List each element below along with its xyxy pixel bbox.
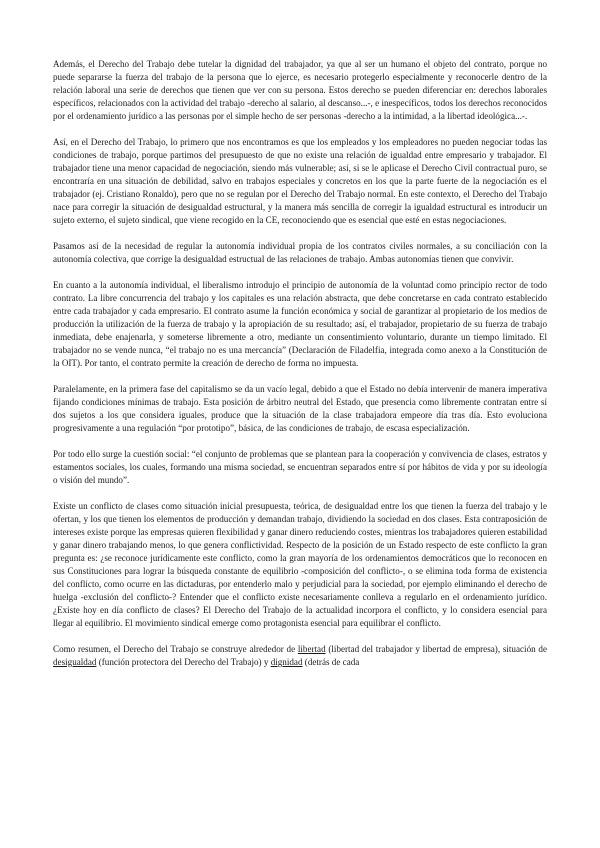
paragraph-autonomias: Pasamos así de la necesidad de regular la autonomía individual propia de los contratos civiles normales, a su conciliación con la autonomía colectiva, que corrige la desigualdad estructual de las relaciones de trabajo. Ambas autonomías tienen que convivir. <box>53 241 547 264</box>
summary-term-desigualdad: desigualdad <box>53 657 97 667</box>
paragraph-autonomia-individual: En cuanto a la autonomía individual, el liberalismo introdujo el principio de autonomía de la voluntad como principio rector de todo contrato. La libre concurrencia del trabajo y los capitales es una relación abstracta, que debe concretarse en cada contrato establecido entre cada trabajador y cada empresario. El contrato asume la función económica y social de garantizar al propietario de los medios de producción la utilización de la fuerza de trabajo y la apropiación de su resultado; así, el trabajador, propietario de su fuerza de trabajo inmediata, debe enajenarla, y someterse libremente a otro, mediante un consentimiento voluntario, durante un tiempo limitado. El trabajador no se vende nunca, “el trabajo no es una mercancía” (Declaración de Filadelfia, integrada como anexo a la Constitución de la OIT). Por tanto, el contrato permite la creación de derecho de forma no impuesta. <box>53 280 547 368</box>
paragraph-cuestion-social: Por todo ello surge la cuestión social: “el conjunto de problemas que se plantean para la cooperación y convivencia de clases, estratos y estamentos sociales, los cuales, formando una misma sociedad, se encuentran separados entre sí por hábitos de vida y por su ideología o visión del mundo”. <box>53 449 547 485</box>
summary-term-libertad: libertad <box>297 644 326 654</box>
summary-term-dignidad: dignidad <box>270 657 303 667</box>
document-page <box>53 58 547 669</box>
paragraph-conflicto-clases: Existe un conflicto de clases como situación inicial presupuesta, teórica, de desigualdad entre los que tienen la fuerza del trabajo y le ofertan, y los que tienen los elementos de producción y demandan trabajo, dividiendo la sociedad en dos clases. Esta contraposición de intereses existe porque las empresas quieren flexibilidad y ganar dinero reduciendo costes, mientras los trabajadores quieren estabilidad y ganar dinero trabajando menos, lo que genera conflictividad. Respecto de la posición de un Estado respecto de este conflicto la gran pregunta es: ¿se reconoce jurídicamente este conflicto, como la gran mayoría de los ordenamientos democráticos que lo reconocen en sus Constituciones para lograr la búsqueda constante de equilibrio -composición del conflicto-, o se elimina toda forma de existencia del conflicto, como ocurre en las dictaduras, por entenderlo malo y perjudicial para la sociedad, por ejemplo eliminando el derecho de huelga -exclusión del conflicto-? Entender que el conflicto existe necesariamente conlleva a regularlo en el ordenamiento jurídico. ¿Existe hoy en día conflicto de clases? El Derecho del Trabajo de la actualidad incorpora el conflicto, y lo considera esencial para llegar al equilibrio. El movimiento sindical emerge como protagonista esencial para equilibrar el conflicto. <box>53 501 547 628</box>
summary-after-desigualdad: (función protectora del Derecho del Trabajo) y <box>96 657 271 667</box>
summary-after-dignidad: (detrás de cada <box>302 657 360 667</box>
paragraph-resumen <box>53 643 547 669</box>
paragraph-negociacion: Así, en el Derecho del Trabajo, lo primero que nos encontramos es que los empleados y los empleadores no pueden negociar todas las condiciones de trabajo, porque partimos del presupuesto de que no existe una relación de igualdad entre empresario y trabajador. El trabajador tiene una menor capacidad de negociación, siendo más vulnerable; así, si se le aplicase el Derecho Civil contractual puro, se encontraría en una situación de debilidad, salvo en trabajos especiales y concretos en los que la parte fuerte de la negociación es el trabajador (ej. Cristiano Ronaldo), pero que no se regulan por el Derecho del Trabajo normal. En este contexto, el Derecho del Trabajo nace para corregir la situación de desigualdad estructural, y la manera más sencilla de corregir la igualdad estructural es introducir un sujeto externo, el sujeto sindical, que viene recogido en la CE, reconociendo que es esencial que esté en estas negociaciones. <box>53 137 547 225</box>
paragraph-dignidad: Además, el Derecho del Trabajo debe tutelar la dignidad del trabajador, ya que al ser un humano el objeto del contrato, porque no puede separarse la fuerza del trabajo de la persona que lo ejerce, es necesario protegerlo especialmente y reconocerle dentro de la relación laboral una serie de derechos que tienen que ver con su persona. Estos derecho se pueden diferenciar en: derechos laborales específicos, relacionados con la actividad del trabajo -derecho al salario, al descanso...-, e inespecíficos, todos los derechos reconocidos por el ordenamiento jurídico a las personas por el simple hecho de ser personas -derecho a la intimidad, a la libertad ideológica...-. <box>53 59 547 121</box>
paragraph-vacio-legal: Paralelamente, en la primera fase del capitalismo se da un vacío legal, debido a que el Estado no debía intervenir de manera imperativa fijando condiciones mínimas de trabajo. Esta posición de árbitro neutral del Estado, que presencia como libremente contratan entre sí dos sujetos a los que considera iguales, produce que la situación de la clase trabajadora empeore día tras día. Esto evoluciona progresivamente a una regulación “por prototipo”, básica, de las condiciones de trabajo, de escasa especialización. <box>53 384 547 433</box>
summary-after-libertad: (libertad del trabajador y libertad de empresa), situación de <box>325 644 547 654</box>
summary-intro: Como resumen, el Derecho del Trabajo se construye alrededor de <box>53 644 298 654</box>
